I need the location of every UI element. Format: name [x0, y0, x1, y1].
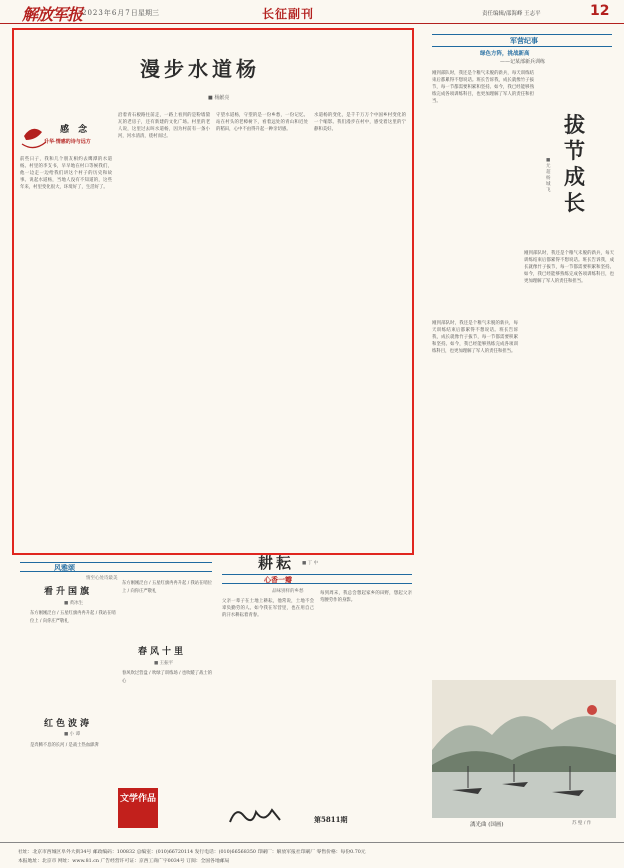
- poem-continued: 东方刚刚泛白 / 五星红旗冉冉升起 / 我站在哨位上 / 向你庄严敬礼: [122, 581, 212, 594]
- poetry-section-bar: [20, 562, 212, 572]
- essay-column-1: 父亲一辈子在土地上耕耘，他常说，土地不会辜负勤劳的人。如今我在军营里，也在用自己的汗水耕耘着青春。: [222, 599, 314, 619]
- right-section-label: 军营纪事: [510, 36, 538, 45]
- painting-caption: 漓光曲 (国画): [470, 822, 504, 828]
- essay-section-bar: [222, 574, 412, 584]
- calligraphy-signature: [226, 802, 284, 830]
- essay-column-2: 每到周末，我总会想起家乡的田野，想起父亲弯腰劳作的身影。: [320, 591, 412, 604]
- footer-line-1: 社址：北京市西城区阜外大街34号 邮政编码：100832 总编室：(010)66720114 发行电话：(010)66568350 印刷厂：解放军报社印刷厂 零售价格：每份0.70元: [18, 850, 366, 855]
- poem2-body: 是奔腾不息的长河 / 是战士热血澎湃: [30, 743, 99, 748]
- poetry-section-label: 风雅颂: [54, 563, 75, 572]
- editor-credit: 责任编辑/邵海峰 王志平: [482, 11, 541, 17]
- poem3-title: 春风十里: [138, 647, 187, 657]
- poem1-body: 东方刚刚泛白 / 五星红旗冉冉升起 / 我站在哨位上 / 向你庄严敬礼: [30, 611, 116, 624]
- right-body-column-3: 刚到部队时，我还是个稚气未脱的新兵，每天训练结束后都累得不想说话。班长告诉我，成长就像竹子拔节，每一节都需要积累和坚持。如今，我已经能够熟练完成各项训练科目，也更加理解了军人的责任和担当。: [524, 251, 614, 285]
- essay-title: 耕耘: [258, 554, 295, 572]
- essay-section-sub: 品味别样的乡愁: [272, 589, 304, 594]
- footer: [0, 842, 624, 868]
- section-title: 长征副刊: [262, 7, 315, 21]
- issue-date: 2023年6月7日: [82, 9, 139, 17]
- painting-author: 苏 璧 / 作: [572, 821, 592, 826]
- essay-section-label: 心香一瓣: [264, 575, 292, 584]
- feature-column-3: 守望水道杨，守望的是一份乡愁，一份记忆。站在村头的老樟树下，看着远处的青山和近处的稻田，心中不由得升起一种亲切感。: [216, 113, 308, 133]
- feature-section-subheading: 升华·情感的诗与远方: [44, 139, 91, 145]
- poem3-author: ■ 王振平: [154, 661, 174, 666]
- newspaper-logo: 解放军报: [22, 5, 83, 24]
- feature-byline: ■ 杨献亮: [208, 95, 230, 101]
- footer-line-2: 本报地址：北京市 网址：www.81.cn 广告经营许可证：京西工商广字0034号 订阅：全国各地邮局: [18, 859, 230, 864]
- stamp-text: 文学作品: [119, 794, 156, 804]
- right-headline: 绿色方阵，挑战新高: [480, 51, 530, 57]
- issue-weekday: 星期三: [138, 9, 159, 17]
- page-number: 12: [590, 3, 610, 19]
- feature-column-2: 沿着青石板路往前走，一路上看到的是粉墙黛瓦的老房子，还有新建的文化广场。村里的老人说，这里过去叫水道杨，因为村前有一条小河，河水清清，绕村而过。: [118, 113, 210, 140]
- poem1-title: 看升国旗: [44, 587, 93, 597]
- feature-title: 漫步水道杨: [140, 57, 260, 81]
- poem2-title: 红色波涛: [44, 719, 93, 729]
- poem1-author: ■ 黄冰生: [64, 601, 84, 606]
- essay-author: ■ 丁 中: [302, 561, 319, 566]
- poem3-body: 春风吹过营盘 / 吹绿了训练场 / 也吹暖了战士的心: [122, 671, 212, 684]
- feature-section-heading: 感 念: [60, 125, 91, 135]
- poem2-author: ■ 小 谭: [64, 732, 81, 737]
- vertical-title: 拔节成长: [564, 112, 585, 215]
- right-body-column-2: 刚到部队时，我还是个稚气未脱的新兵，每天训练结束后都累得不想说话。班长告诉我，成长就像竹子拔节，每一节都需要积累和坚持。如今，我已经能够熟练完成各项训练科目，也更加理解了军人的责任和担当。: [432, 321, 518, 355]
- feature-column-4: 水道杨的变化，是千千万万个中国乡村变化的一个缩影。我们漫步在村中，感受着这里的宁静和美好。: [314, 113, 406, 133]
- literature-stamp: [118, 788, 158, 828]
- feature-column-1: 前些日子，我和几个朋友相约去鹰潭的水道杨。村里的李支书，早早地在村口等候我们，他一边走一边给我们讲这个村子的历史和故事。说起水道杨，当地人没有不知道的，这些年来，村里变化很大，环境好了，生活好了。: [20, 157, 112, 191]
- landscape-painting: [432, 680, 616, 818]
- issue-number: 第5811期: [314, 815, 348, 824]
- poetry-section-sub: 情至心处诗最美: [86, 576, 118, 581]
- right-subhead: ——记某部新兵训练: [500, 59, 546, 65]
- right-body-column-1: 刚到部队时，我还是个稚气未脱的新兵，每天训练结束后都累得不想说话。班长告诉我，成长就像竹子拔节，每一节都需要积累和坚持。如今，我已经能够熟练完成各项训练科目，也更加理解了军人的责任和担当。: [432, 71, 534, 105]
- vertical-byline: ■ 尤 超 杨城飞: [546, 158, 551, 193]
